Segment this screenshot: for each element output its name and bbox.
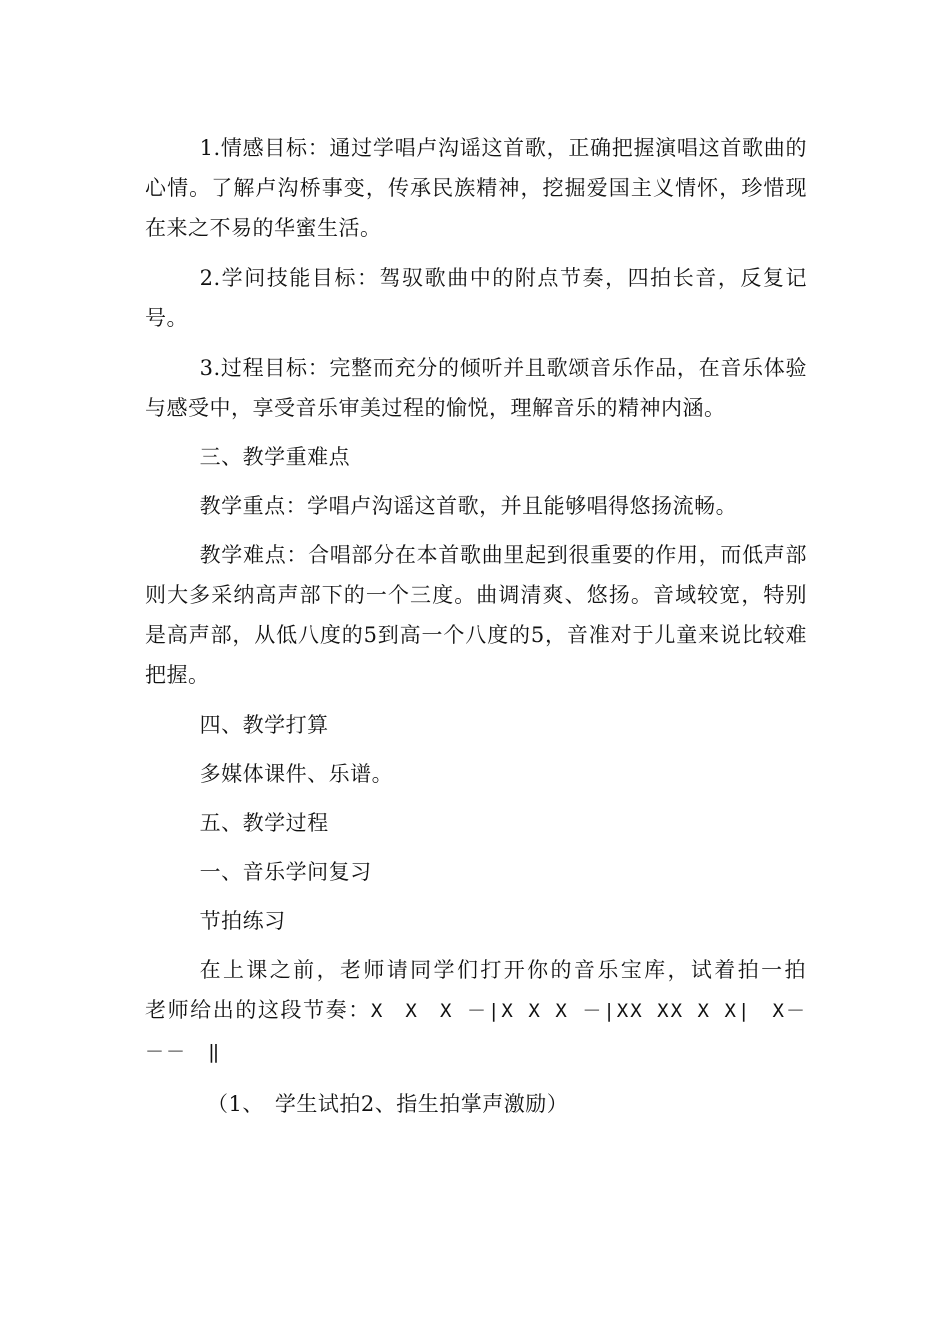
activity-steps: （1、 学生试拍2、指生拍掌声激励） <box>207 1092 569 1116</box>
document-page <box>145 128 807 1124</box>
difficulty-paragraph: 教学难点：合唱部分在本首歌曲里起到很重要的作用，而低声部则大多采纳高声部下的一个三度。曲调清爽、悠扬。音域较宽，特别是高声部，从低八度的5到高一个八度的5，音准对于儿童来说比较难把握。 <box>145 543 807 687</box>
key-point-paragraph: 教学重点：学唱卢沟谣这首歌，并且能够唱得悠扬流畅。 <box>199 494 738 518</box>
rhythm-paragraph <box>145 950 807 1072</box>
subheading-review: 一、音乐学问复习 <box>199 860 372 884</box>
goal-emotion-paragraph: 1.情感目标：通过学唱卢沟谣这首歌，正确把握演唱这首歌曲的心情。了解卢沟桥事变，传承民族精神，挖掘爱国主义情怀，珍惜现在来之不易的华蜜生活。 <box>145 136 807 240</box>
section-heading-process: 五、教学过程 <box>199 811 329 835</box>
goal-skill-paragraph: 2.学问技能目标：驾驭歌曲中的附点节奏，四拍长音，反复记号。 <box>145 266 807 330</box>
subheading-rhythm-practice: 节拍练习 <box>199 909 286 933</box>
section-heading-key-points: 三、教学重难点 <box>199 445 351 469</box>
rhythm-notation: X X X －|X X X －|XX XX X X| X－－－ ‖ <box>145 1000 807 1063</box>
section-heading-preparation: 四、教学打算 <box>199 713 329 737</box>
materials-paragraph: 多媒体课件、乐谱。 <box>199 762 394 786</box>
goal-process-paragraph: 3.过程目标：完整而充分的倾听并且歌颂音乐作品，在音乐体验与感受中，享受音乐审美过程的愉悦，理解音乐的精神内涵。 <box>145 356 807 420</box>
rhythm-intro-text: 在上课之前，老师请同学们打开你的音乐宝库，试着拍一拍老师给出的这段节奏： <box>145 958 807 1022</box>
